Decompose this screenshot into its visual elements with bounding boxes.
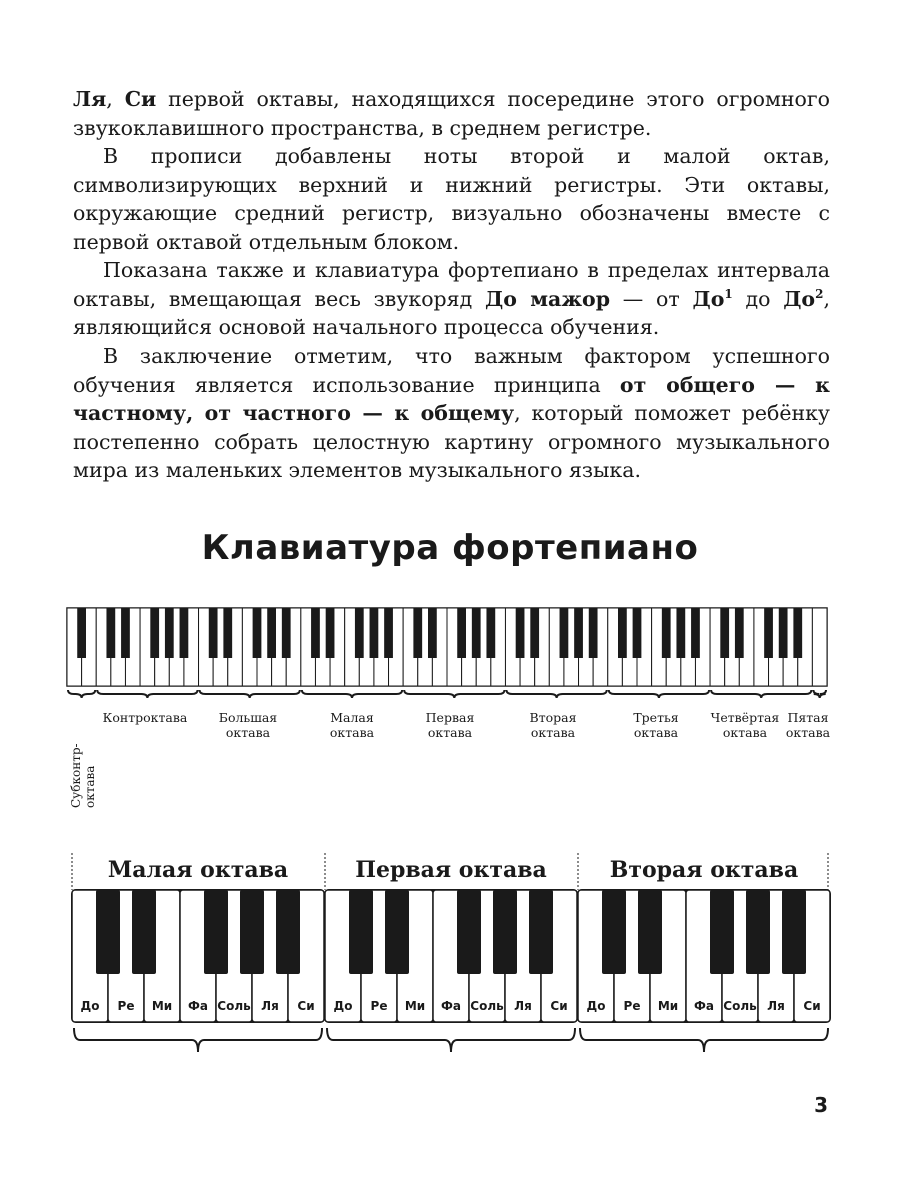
note-name: Ре [117,999,135,1013]
black-key [574,608,583,658]
text: , который поможет ребёнку постепенно собрать целостную картину огромного музыкального мира из маленьких элементов музыкального языка. [73,401,830,483]
octave-block-title: Малая октава [107,857,289,883]
black-key [486,608,495,658]
black-key [223,608,232,658]
octave-label-line: Первая [425,710,475,725]
block-black-key [746,890,770,974]
note-name: Си [297,999,315,1013]
section-heading: Клавиатура фортепиано [201,528,699,568]
black-key [121,608,130,658]
octave-label-line: октава [427,725,473,740]
block-black-key [349,890,373,974]
black-key [384,608,393,658]
octave-label [633,710,678,740]
block-black-key [204,890,228,974]
black-key [165,608,174,658]
black-key [735,608,744,658]
paragraph-3 [73,256,830,342]
octave-label [219,710,278,740]
black-key [413,608,422,658]
text: — от [610,286,693,311]
black-key [764,608,773,658]
block-black-key [240,890,264,974]
note-name: Ре [623,999,641,1013]
octave-block-brace [327,1028,575,1052]
note-name: Си [803,999,821,1013]
principle: от общего — к частному, от частного — к общему [73,372,830,426]
octave-label-line: Малая [330,710,374,725]
octave-label [530,710,577,740]
black-key [633,608,642,658]
note-name: Си [550,999,568,1013]
black-key [106,608,115,658]
black-key [326,608,335,658]
subcontra-label-line: октава [83,765,97,808]
octave-brace [200,690,300,698]
note-name: Соль [470,999,504,1013]
note-name: Фа [441,999,461,1013]
text: , являющийся основой начального процесса обучения. [73,286,830,340]
octave-label-line: Контроктава [102,710,188,725]
note-name: Ми [404,999,426,1013]
block-black-key [276,890,300,974]
octave-label [711,710,780,740]
block-black-key [638,890,662,974]
do-2: $До^2$ [783,286,824,311]
black-key [589,608,598,658]
octave-label-line: Большая [218,710,278,725]
octave-label-line: октава [785,725,831,740]
octave-brace [302,690,402,698]
block-black-key [602,890,626,974]
octave-block-brace [74,1028,322,1052]
black-key [530,608,539,658]
octave-label-line: октава [722,725,768,740]
black-key [618,608,627,658]
block-black-key [132,890,156,974]
note-name: Фа [188,999,208,1013]
octave-label [103,710,188,725]
block-black-key [782,890,806,974]
octave-block-brace [580,1028,828,1052]
black-key [370,608,379,658]
black-key [662,608,671,658]
note-la: Ля [73,87,107,111]
black-key [691,608,700,658]
subcontra-label-line: Субконтр- [69,743,83,808]
octave-label [786,710,831,740]
black-key [77,608,86,658]
subcontra-label [69,743,97,808]
black-key [428,608,437,658]
black-key [253,608,262,658]
black-key [355,608,364,658]
paragraph-1 [73,85,830,142]
octave-label [330,710,375,740]
black-key [209,608,218,658]
note-name: Ля [261,999,279,1013]
text: , [106,87,125,111]
note-name: Фа [694,999,714,1013]
note-name: Соль [723,999,757,1013]
block-black-key [710,890,734,974]
text: В прописи добавлены ноты второй и малой октав, символизирующих верхний и нижний регистры. Эти октавы, окружающие средний регистр, визуально обозначены вместе с первой октавой отдельным блоком. [73,144,830,254]
note-name: До [586,999,606,1013]
octave-brace [506,690,606,698]
black-key [676,608,685,658]
black-key [720,608,729,658]
note-name: Ми [151,999,173,1013]
block-black-key [529,890,553,974]
octave-label-line: октава [329,725,375,740]
black-key [282,608,291,658]
black-key [180,608,189,658]
black-key [472,608,481,658]
text: первой октавы, находящихся посередине этого огромного звукоклавишного пространства, в среднем регистре. [73,87,830,140]
octave-label [426,710,475,740]
do-major: До мажор [484,286,611,311]
note-name: До [333,999,353,1013]
block-black-key [493,890,517,974]
white-key [812,608,827,686]
octave-brace [97,690,197,698]
octave-brace [404,690,504,698]
note-name: Ля [514,999,532,1013]
octave-label-line: октава [225,725,271,740]
paragraph-4 [73,342,830,485]
block-black-key [96,890,120,974]
octave-label-line: Четвёртая [710,710,780,725]
octave-brace [711,690,811,698]
block-black-key [457,890,481,974]
note-si: Си [124,87,157,111]
note-name: Соль [217,999,251,1013]
note-name: До [80,999,100,1013]
text: до [732,286,784,311]
octave-label-line: Вторая [529,710,577,725]
black-key [311,608,320,658]
black-key [267,608,276,658]
octave-label-line: октава [530,725,576,740]
octave-brace [609,690,709,698]
black-key [516,608,525,658]
block-black-key [385,890,409,974]
page-number: 3 [814,1093,828,1117]
text: В заключение отметим, что важным фактором успешного обучения является использование принципа [73,344,830,397]
octave-label-line: октава [633,725,679,740]
octave-block-title: Первая октава [355,857,547,883]
text: Показана также и клавиатура фортепиано в пределах интервала октавы, вмещающая весь звукоряд [73,258,830,311]
note-name: Ля [767,999,785,1013]
paragraph-2 [73,142,830,256]
do-1: $До^1$ [692,286,733,311]
black-key [779,608,788,658]
note-name: Ре [370,999,388,1013]
black-key [457,608,466,658]
octave-block-title: Вторая октава [609,857,799,883]
black-key [150,608,159,658]
subcontra-brace [68,690,95,698]
octave-label-line: Пятая [787,710,829,725]
fifth-octave-brace [813,690,826,698]
octave-label-line: Третья [633,710,679,725]
note-name: Ми [657,999,679,1013]
black-key [793,608,802,658]
black-key [560,608,569,658]
